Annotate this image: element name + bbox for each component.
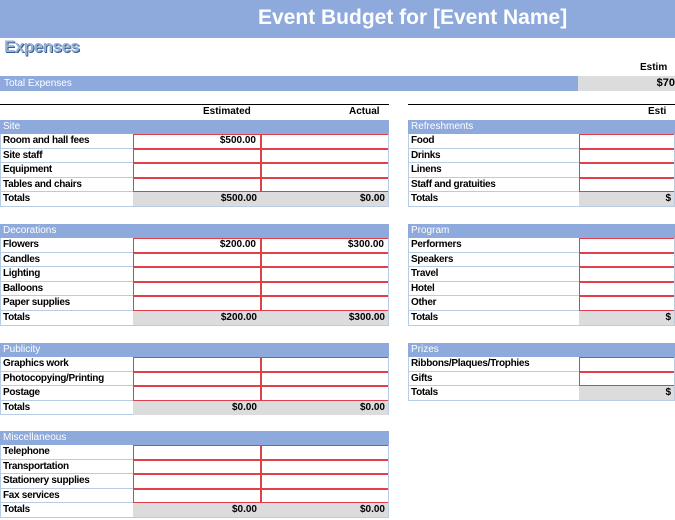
row-label[interactable]: Food xyxy=(411,135,435,146)
estimated-cell[interactable] xyxy=(133,282,261,297)
table-row xyxy=(408,253,675,268)
estimated-column-header[interactable]: Estimated xyxy=(203,106,251,117)
table-row xyxy=(408,238,675,253)
totals-row xyxy=(408,311,675,326)
table-row xyxy=(0,163,389,178)
estimated-cell[interactable] xyxy=(133,386,261,401)
row-label[interactable]: Ribbons/Plaques/Trophies xyxy=(411,358,530,369)
expenses-heading[interactable]: Expenses xyxy=(4,37,80,56)
actual-cell[interactable] xyxy=(261,178,389,193)
estimated-cell[interactable] xyxy=(133,357,261,372)
actual-cell[interactable] xyxy=(261,386,389,401)
table-row xyxy=(0,372,389,387)
estimated-cell[interactable] xyxy=(579,253,675,268)
table-header[interactable]: Site xyxy=(0,120,389,134)
actual-cell[interactable] xyxy=(261,474,389,489)
row-label[interactable]: Gifts xyxy=(411,372,433,384)
actual-cell[interactable] xyxy=(261,282,389,297)
estimated-cell[interactable] xyxy=(133,372,261,387)
estimated-cell[interactable] xyxy=(579,134,675,149)
row-label[interactable]: Tables and chairs xyxy=(3,178,82,190)
row-label[interactable]: Hotel xyxy=(411,282,435,294)
table-row xyxy=(0,489,389,504)
actual-cell[interactable] xyxy=(261,296,389,311)
table-row xyxy=(408,149,675,164)
totals-label[interactable]: Totals xyxy=(411,193,438,205)
row-label[interactable]: Speakers xyxy=(411,253,454,265)
total-actual-value[interactable]: $0.00 xyxy=(261,192,389,206)
total-estimated-value[interactable]: $ xyxy=(579,311,675,325)
table-row xyxy=(408,163,675,178)
estimated-cell[interactable] xyxy=(133,445,261,460)
table-row xyxy=(0,149,389,164)
row-label[interactable]: Graphics work xyxy=(3,358,69,369)
totals-label[interactable]: Totals xyxy=(411,387,438,399)
actual-cell[interactable] xyxy=(261,253,389,268)
estimated-cell[interactable] xyxy=(133,296,261,311)
total-estimated-value[interactable]: $ xyxy=(579,386,675,400)
table-row xyxy=(0,267,389,282)
estimated-cell[interactable] xyxy=(579,372,675,387)
table-header[interactable]: Decorations xyxy=(0,224,389,238)
table-row xyxy=(408,178,675,193)
table-row xyxy=(0,238,389,253)
totals-row xyxy=(0,401,389,416)
table-row xyxy=(408,134,675,149)
table-row xyxy=(0,386,389,401)
table-row xyxy=(0,296,389,311)
totals-row xyxy=(0,503,389,518)
table-header[interactable]: Refreshments xyxy=(408,120,675,134)
actual-cell[interactable] xyxy=(261,149,389,164)
total-expenses-value[interactable]: $70 xyxy=(578,76,675,91)
totals-label[interactable]: Totals xyxy=(3,193,30,205)
row-label[interactable]: Flowers xyxy=(3,239,39,250)
left-divider-rule xyxy=(0,104,389,105)
table-row xyxy=(0,134,389,149)
title-bar xyxy=(0,0,675,38)
row-label[interactable]: Paper supplies xyxy=(3,297,70,309)
table-row xyxy=(0,178,389,193)
estimated-cell[interactable] xyxy=(133,163,261,178)
actual-cell[interactable] xyxy=(261,372,389,387)
total-actual-value[interactable]: $0.00 xyxy=(261,503,389,517)
table-row xyxy=(408,296,675,311)
total-estimated-value[interactable]: $200.00 xyxy=(133,311,261,325)
totals-row xyxy=(408,192,675,207)
estimated-cell[interactable]: $200.00 xyxy=(133,238,261,253)
row-label[interactable]: Photocopying/Printing xyxy=(3,372,104,384)
totals-label[interactable]: Totals xyxy=(411,312,438,323)
estimated-cell[interactable] xyxy=(579,149,675,164)
actual-cell[interactable] xyxy=(261,445,389,460)
row-label[interactable]: Fax services xyxy=(3,489,60,501)
row-label[interactable]: Other xyxy=(411,297,437,309)
row-label[interactable]: Candles xyxy=(3,253,40,265)
total-estimated-value[interactable]: $0.00 xyxy=(133,503,261,517)
table-row xyxy=(0,282,389,297)
estimated-cell[interactable] xyxy=(579,238,675,253)
actual-cell[interactable] xyxy=(261,267,389,282)
actual-cell[interactable] xyxy=(261,134,389,149)
row-label[interactable]: Staff and gratuities xyxy=(411,178,496,190)
total-actual-value[interactable]: $300.00 xyxy=(261,311,389,325)
total-expenses-bar xyxy=(0,76,675,91)
row-label[interactable]: Equipment xyxy=(3,164,52,176)
table-row xyxy=(408,282,675,297)
table-row xyxy=(0,474,389,489)
table-row xyxy=(408,372,675,387)
right-divider-rule xyxy=(408,104,675,105)
page-title[interactable]: Event Budget for [Event Name] xyxy=(258,6,568,29)
estimated-column-header-top[interactable]: Estim xyxy=(640,62,668,73)
row-label[interactable]: Balloons xyxy=(3,282,43,294)
table-header[interactable]: Miscellaneous xyxy=(0,431,389,445)
estimated-cell[interactable] xyxy=(579,178,675,193)
row-label[interactable]: Site staff xyxy=(3,149,43,161)
estimated-cell[interactable] xyxy=(133,460,261,475)
row-label[interactable]: Lighting xyxy=(3,268,41,280)
total-estimated-value[interactable]: $0.00 xyxy=(133,401,261,415)
table-header[interactable]: Publicity xyxy=(0,343,389,357)
actual-cell[interactable] xyxy=(261,489,389,504)
row-label[interactable]: Performers xyxy=(411,239,462,250)
row-label[interactable]: Telephone xyxy=(3,446,50,457)
total-expenses-label[interactable]: Total Expenses xyxy=(4,78,72,89)
actual-cell[interactable]: $300.00 xyxy=(261,238,389,253)
totals-label[interactable]: Totals xyxy=(3,312,30,323)
actual-cell[interactable] xyxy=(261,163,389,178)
table-row xyxy=(0,460,389,475)
table-header[interactable]: Prizes xyxy=(408,343,675,357)
estimated-cell[interactable] xyxy=(133,178,261,193)
totals-label[interactable]: Totals xyxy=(3,504,30,516)
total-estimated-value[interactable]: $500.00 xyxy=(133,192,261,206)
totals-label[interactable]: Totals xyxy=(3,401,30,413)
estimated-cell[interactable] xyxy=(579,163,675,178)
estimated-cell[interactable] xyxy=(579,357,675,372)
total-actual-value[interactable]: $0.00 xyxy=(261,401,389,415)
estimated-cell[interactable] xyxy=(579,282,675,297)
table-row xyxy=(0,253,389,268)
row-label[interactable]: Drinks xyxy=(411,149,441,161)
table-header[interactable]: Program xyxy=(408,224,675,238)
row-label[interactable]: Travel xyxy=(411,268,439,280)
estimated-cell[interactable] xyxy=(579,296,675,311)
row-label[interactable]: Postage xyxy=(3,387,40,399)
totals-row xyxy=(0,311,389,326)
estimated-cell[interactable] xyxy=(133,267,261,282)
table-row xyxy=(0,357,389,372)
totals-row xyxy=(408,386,675,401)
totals-row xyxy=(0,192,389,207)
estimated-cell[interactable] xyxy=(133,253,261,268)
actual-cell[interactable] xyxy=(261,357,389,372)
table-row xyxy=(408,267,675,282)
row-label[interactable]: Stationery supplies xyxy=(3,475,90,487)
estimated-cell[interactable]: $500.00 xyxy=(133,134,261,149)
estimated-cell[interactable] xyxy=(579,267,675,282)
row-label[interactable]: Room and hall fees xyxy=(3,135,90,146)
actual-column-header[interactable]: Actual xyxy=(349,106,380,117)
total-estimated-value[interactable]: $ xyxy=(579,192,675,206)
table-row xyxy=(0,445,389,460)
row-label[interactable]: Transportation xyxy=(3,460,69,472)
estimated-cell[interactable] xyxy=(133,149,261,164)
estimated-cell[interactable] xyxy=(133,489,261,504)
right-estimated-column-header[interactable]: Esti xyxy=(648,106,667,117)
row-label[interactable]: Linens xyxy=(411,164,442,176)
table-row xyxy=(408,357,675,372)
estimated-cell[interactable] xyxy=(133,474,261,489)
actual-cell[interactable] xyxy=(261,460,389,475)
